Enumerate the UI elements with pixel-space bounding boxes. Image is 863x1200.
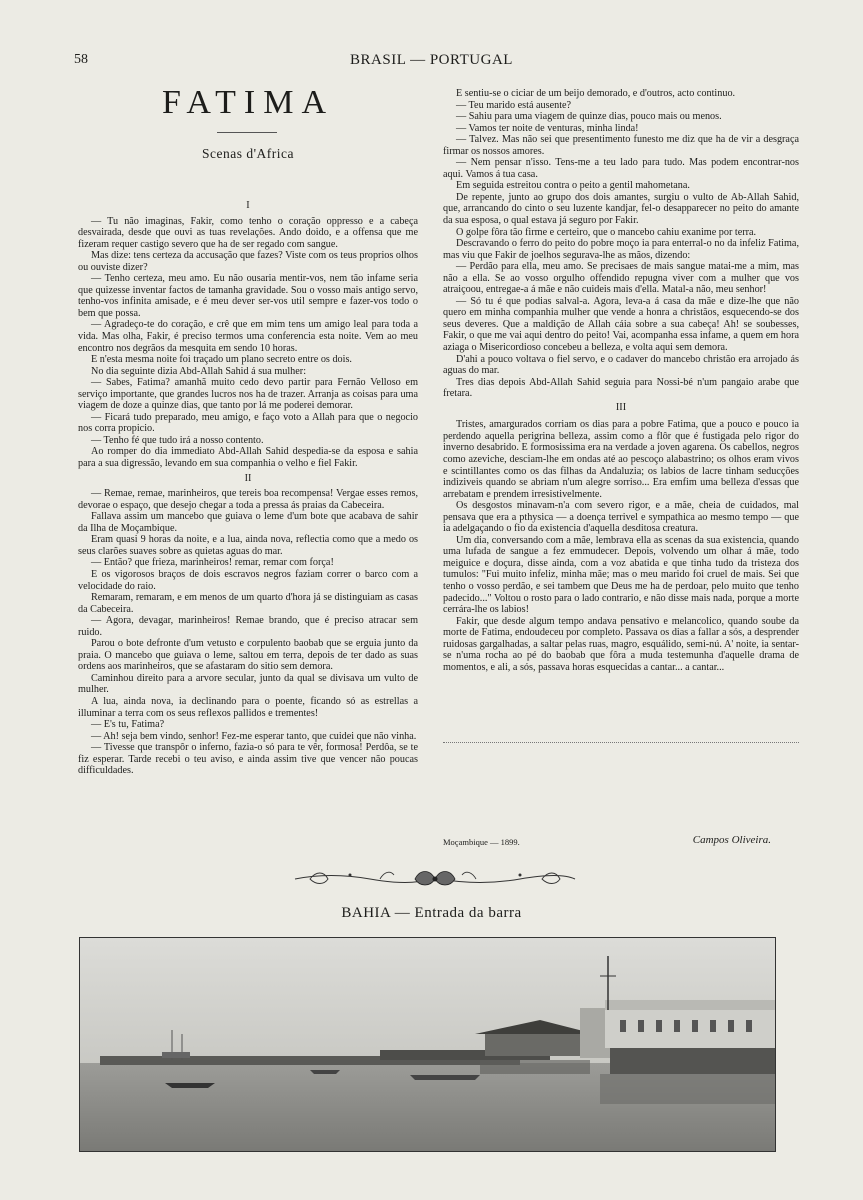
paragraph: — Talvez. Mas não sei que presentimento funesto me diz que ha de vir a desgraça firmar os nossos amores. [443, 134, 799, 157]
running-header [0, 52, 863, 72]
paragraph: — E's tu, Fatima? [91, 719, 165, 731]
paragraph: Mas dize: tens certeza da accusação que fazes? Viste com os teus proprios olhos ou ouviste dizer? [78, 250, 418, 273]
paragraph: Em seguida estreitou contra o peito a gentil mahometana. [456, 180, 690, 192]
section-1-text [78, 216, 418, 470]
paragraph: Um dia, conversando com a mãe, lembrava ella as scenas da sua existencia, quando uma lufada de sangue a fez emmudecer. Depois, volvendo um olhar á mãe, todo meiguice e doçura, disse ainda, com a voz abatida e que tinha tudo da tristeza dos tumulos: "Fui muito infeliz, minha mãe; mas o meu marido foi cruel de mais. Sei que tenho o vosso perdão, e sei tambem que Deus me ha de perdoar, pelo muito que tenho padecido..." Voltou o rosto para o lado contrario, e não disse mais nada, porque a morte cerrára-lhe os labios! [443, 534, 799, 616]
photo-caption: BAHIA — Entrada da barra [341, 905, 522, 921]
page-number: 58 [74, 52, 88, 67]
paragraph: — Tenho certeza, meu amo. Eu não ousaria mentir-vos, nem tão infame seria que quizesse inventar factos de tamanha gravidade. Sou o vosso mais antigo servo, tenho-vos infinita amisade, e é meu dever ser-vos util sempre e fazer-vos todo o bem que possa. [78, 273, 418, 319]
paragraph: De repente, junto ao grupo dos dois amantes, surgiu o vulto de Ab-Allah Sahid, que, arrancando do cinto o seu luzente kandjar, fel-o desapparecer no peito do amante da sua esposa, o qual estava já seguro por Fakir. [443, 191, 799, 227]
paragraph: Descravando o ferro do peito do pobre moço ia para enterral-o no da infeliz Fatima, mas viu que Fakir de joelhos segurava-lhe as mãos, dizendo: [443, 238, 799, 261]
right-column [443, 88, 799, 673]
paragraph: Tres dias depois Abd-Allah Sahid seguia para Nossi-bé n'um pangaio arabe que fretara. [443, 376, 799, 400]
paragraph: — Sahiu para uma viagem de quinze dias, pouco mais ou menos. [456, 111, 722, 123]
paragraph: Ao romper do dia immediato Abd-Allah Sahid despedia-se da esposa e sahia para a sua digressão, levando em sua companhia o velho e fiel Fakir. [78, 446, 418, 470]
harbor-photograph [79, 937, 776, 1152]
place-date: Moçambique — 1899. [443, 837, 520, 847]
section-3-text [443, 419, 799, 673]
article-subtitle: Scenas d'Africa [201, 146, 295, 161]
dotted-separator [443, 742, 799, 743]
paragraph: Caminhou direito para a arvore secular, junto da qual se divisava um vulto de mulher. [78, 672, 418, 696]
paragraph: — Teu marido está ausente? [456, 99, 572, 111]
paragraph: Eram quasi 9 horas da noite, e a lua, ainda nova, reflectia como que a medo os seus clarões suaves sobre as quietas aguas do mar. [78, 534, 418, 557]
author-signature: Campos Oliveira. [692, 834, 771, 846]
paragraph: — Tivesse que transpôr o inferno, fazia-o só para te vêr, formosa! Perdôa, se te fiz esperar. Tarde recebi o teu aviso, e ainda assim tive que vencer não poucas difficuldades. [78, 742, 418, 777]
article-title: FATIMA [161, 84, 335, 121]
paragraph: Remaram, remaram, e em menos de um quarto d'hora já se distinguiam as casas da Cabeceira. [78, 592, 418, 615]
paragraph: Os desgostos minavam-n'a com severo rigor, e a mãe, cheia de cuidados, mal pensava que era a pthysica — a doença terrivel e sympathica ao mesmo tempo — que ia adelgaçando o fio da existencia d'aquella desditosa creatura. [443, 500, 799, 535]
paragraph: E sentiu-se o ciciar de um beijo demorado, e d'outros, acto continuo. [456, 88, 736, 99]
section-2-continued [443, 88, 799, 400]
paragraph: — Tenho fé que tudo irá a nosso contento. [91, 434, 264, 446]
paragraph: — Tu não imaginas, Fakir, como tenho o coração oppresso e a cabeça desvairada, desde que ouvi as tuas revelações. Ando doido, e a offensa que me fizeram requer castigo severo que ha de ser regado com sangue. [78, 215, 418, 250]
paragraph: E os vigorosos braços de dois escravos negros faziam correr o barco com a velocidade do raio. [78, 568, 418, 592]
paragraph: — Ah! seja bem vindo, senhor! Fez-me esperar tanto, que cuidei que não vinha. [91, 730, 417, 742]
paragraph: — Sabes, Fatima? amanhã muito cedo devo partir para Fernão Velloso em serviço importante, que grandes lucros nos ha de trazer. Arranja as coisas para uma viagem de doze a quinze dias, que tanto por lá me poderei demorar. [78, 377, 418, 412]
ornament-divider [290, 864, 580, 894]
section-heading: II [244, 472, 252, 484]
paragraph: Tristes, amargurados corriam os dias para a pobre Fatima, que a pouco e pouco ia perdendo aquella perigrina belleza, assim como a flôr que é fustigada pelo rigor do inverno desabrido. E formosissima era na verdade a joven agarena. Os cabellos, negros como azeviche, desciam-lhe em ondas até ao pescoço alabastrino; os olhos eram vivos e scintillantes como os das filhas da Andaluzia; os labios de lacre tinham seducções indiziveis quando se abriam n'um alegre sorriso... Era emfim uma belleza d'essas que arrebatam e prendem irresistivelmente. [443, 419, 799, 500]
section-heading: III [615, 401, 627, 413]
left-column [78, 200, 418, 777]
paragraph: — Nem pensar n'isso. Tens-me a teu lado para tudo. Mas podem encontrar-nos aqui. Vamos á tua casa. [443, 157, 799, 180]
section-2-text [78, 488, 418, 777]
paragraph: — Só tu é que podias salval-a. Agora, leva-a á casa da mãe e dize-lhe que não quero em minha companhia mulher que vende a honra a christãos, esquecendo-se dos seus deveres. Que a maldição de Allah cáia sobre a sua cabeça! Ah! se soubesses, Fakir, o que me vai aqui dentro do peito! Vai, acompanha essa infame, a quem em hora aziaga o Misericordioso concebeu a belleza, e volta aqui sem demora. [443, 295, 799, 354]
paragraph: A lua, ainda nova, ia declinando para o poente, ficando só as estrellas a illuminar a terra com os seus reflexos pallidos e trementes! [78, 695, 418, 719]
journal-title: BRASIL — PORTUGAL [350, 52, 513, 68]
title-rule [217, 132, 277, 133]
paragraph: Fallava assim um mancebo que guiava o leme d'um bote que acabava de sahir da Ilha de Moçambique. [78, 511, 418, 534]
paragraph: — Vamos ter noite de venturas, minha linda! [456, 122, 639, 134]
paragraph: Parou o bote defronte d'um vetusto e corpulento baobab que se erguia junto da praia. O mancebo que guiava o leme, saltou em terra, depois de ter dado as suas ordens aos marinheiros, que se afastaram do sitio sem demora. [78, 638, 418, 673]
paragraph: — Remae, remae, marinheiros, que tereis boa recompensa! Vergae esses remos, devorae o espaço, que desejo chegar a toda a pressa ás praias da Cabeceira. [78, 488, 418, 511]
paragraph: — Então? que frieza, marinheiros! remar, remar com força! [91, 557, 334, 569]
paragraph: O golpe fôra tão firme e certeiro, que o mancebo cahiu exanime por terra. [456, 226, 757, 238]
paragraph: Fakir, que desde algum tempo andava pensativo e melancolico, quando soube da morte de Fatima, endoudeceu por completo. Passava os dias a fallar a sós, a desprender ruidosas gargalhadas, a saltar pelas ruas, magro, esquálido, semi-nú. A' noite, ia sentar-se n'uma rocha ao pé do baobab que fôra a muda testemunha d'aquelle drama de momentos, e ali, a sós, passava horas esquecidas a cantar... a cantar... [443, 615, 799, 673]
signature-line [443, 834, 799, 848]
paragraph: — Agora, devagar, marinheiros! Remae brando, que é preciso atracar sem ruido. [78, 615, 418, 638]
paragraph: D'ahi a pouco voltava o fiel servo, e o cadaver do mancebo christão era arrojado ás aguas do mar. [443, 353, 799, 377]
paragraph: — Ficará tudo preparado, meu amigo, e faço voto a Allah para que o negocio nos corra propicio. [78, 411, 418, 435]
paragraph: No dia seguinte dizia Abd-Allah Sahid á sua mulher: [91, 365, 307, 377]
paragraph: — Agradeço-te do coração, e crê que em mim tens um amigo leal para toda a vida. Mas olha, Fakir, é preciso termos uma conferencia esta noite. Vem ao meu encontro nos degrãos da mesquita em sendo 10 horas. [78, 319, 418, 354]
section-heading: I [246, 200, 250, 211]
paragraph: E n'esta mesma noite foi traçado um plano secreto entre os dois. [91, 354, 352, 366]
paragraph: — Perdão para ella, meu amo. Se precisaes de mais sangue matai-me a mim, mas não a ella. Se ao vosso orgulho offendido repugna viver com a mulher que vos atraiçoou, entregae-a á mãe e não cuideis mais d'ella. Matal-a não, meu senhor! [443, 261, 799, 296]
